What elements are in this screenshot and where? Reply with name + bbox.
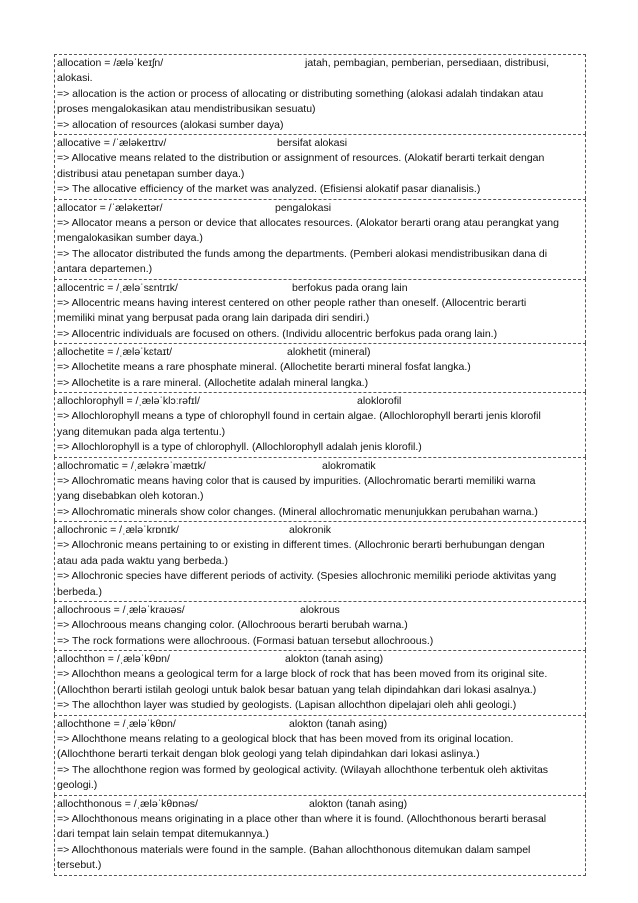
definition-line: => Allochronic species have different periods of activity. (Spesies allochronic memiliki periode aktivitas yang [57, 570, 557, 582]
entry-header [57, 717, 583, 732]
dictionary-entry [54, 650, 586, 715]
definition-line: => Allochroous means changing color. (Allochroous berarti berubah warna.) [57, 619, 408, 631]
definition-line: => Allochthonous means originating in a place other than where it is found. (Allochthonous berarti berasal [57, 812, 547, 825]
dictionary-entry [54, 279, 586, 344]
definition-line: => Allocentric means having interest centered on other people rather than oneself. (Allocentric berarti [57, 296, 527, 309]
definition-line: geologi.) [57, 779, 98, 791]
dictionary-entry [54, 457, 586, 522]
entry-header [57, 603, 583, 618]
definition-line: berbeda.) [57, 585, 102, 598]
dictionary-entry [54, 392, 586, 457]
dictionary-entry [54, 521, 586, 601]
definition-line: => The allocative efficiency of the market was analyzed. (Efisiensi alokatif pasar dianalisis.) [57, 183, 481, 195]
definition-line: alokasi. [57, 72, 93, 84]
definition-line: => The allocator distributed the funds among the departments. (Pemberi alokasi mendistribusikan dana di [57, 247, 548, 260]
headword-pronunciation: allocation = /ælәˈkeɪʃn/ [57, 57, 164, 69]
definition-line: tersebut.) [57, 859, 102, 871]
entry-header [57, 523, 583, 538]
translation: pengalokasi [275, 201, 332, 214]
translation: alokton (tanah asing) [285, 653, 384, 665]
definition-line: yang disebabkan oleh kotoran.) [57, 490, 204, 502]
headword-pronunciation: allochetite = /ˌælәˈkɛtaɪt/ [57, 346, 173, 358]
definition-line: (Allochthon berarti istilah geologi untuk balok besar batuan yang telah dipindahkan dari lokasi asalnya.) [57, 683, 537, 696]
translation: alokton (tanah asing) [309, 797, 408, 810]
definition-line: => Allochlorophyll is a type of chlorophyll. (Allochlorophyll adalah jenis klorofil.) [57, 441, 422, 453]
headword-pronunciation: allocator = /ˈælәkeɪtәr/ [57, 201, 163, 214]
definition-line: => Allochromatic minerals show color changes. (Mineral allochromatic menunjukkan perubahan warna.) [57, 505, 538, 518]
definition-line: => The allochthon layer was studied by geologists. (Lapisan allochthon dipelajari oleh ahli geologi.) [57, 699, 517, 711]
definition-line: => allocation is the action or process of allocating or distributing something (alokasi adalah tindakan atau [57, 87, 544, 100]
entry-header [57, 201, 583, 216]
definition-line: => Allochthonous materials were found in the sample. (Bahan allochthonous ditemukan dalam sampel [57, 843, 531, 856]
definition-line: dari tempat lain selain tempat ditemukannya.) [57, 828, 269, 840]
dictionary-entry [54, 343, 586, 392]
translation: alokromatik [322, 459, 376, 472]
definition-line: (Allochthone berarti terkait dengan blok geologi yang telah dipindahkan dari lokasi aslinya.) [57, 748, 480, 760]
translation: bersifat alokasi [277, 137, 348, 149]
definition-line: => Allochetite is a rare mineral. (Allochetite adalah mineral langka.) [57, 376, 369, 389]
headword-pronunciation: allochromatic = /ˌæləkrəˈmætɪk/ [57, 459, 206, 472]
dictionary-entry [54, 795, 586, 876]
definition-line: => Allocator means a person or device that allocates resources. (Alokator berarti orang atau perangkat yang [57, 216, 559, 229]
entry-header [57, 797, 583, 812]
entry-header [57, 345, 583, 360]
definition-line: => Allocentric individuals are focused on others. (Individu allocentric berfokus pada orang lain.) [57, 327, 498, 340]
dictionary-entry [54, 715, 586, 795]
headword-pronunciation: allochlorophyll = /ˌæləˈklɔːrəfɪl/ [57, 395, 200, 407]
translation: alokrous [300, 604, 340, 616]
translation: alokronik [289, 524, 332, 536]
definition-line: => Allochronic means pertaining to or existing in different times. (Allochronic berarti berhubungan dengan [57, 539, 545, 551]
dictionary-entry [54, 199, 586, 279]
definition-line: proses mengalokasikan atau mendistribusikan sesuatu) [57, 103, 316, 115]
headword-pronunciation: allocative = /ˈælәkeɪtɪv/ [57, 137, 167, 149]
definition-line: => Allochthone means relating to a geological block that has been moved from its original location. [57, 732, 514, 745]
definition-line: => Allochetite means a rare phosphate mineral. (Allochetite berarti mineral fosfat langka.) [57, 361, 471, 373]
dictionary-entry [54, 54, 586, 134]
definition-line: => Allocative means related to the distribution or assignment of resources. (Alokatif berarti terkait dengan [57, 152, 545, 164]
definition-line: => Allochromatic means having color that is caused by impurities. (Allochromatic berarti memiliki warna [57, 474, 536, 487]
headword-pronunciation: allochroous = /ˌæləˈkraʊəs/ [57, 604, 185, 616]
headword-pronunciation: allochthon = /ˌæləˈkθɒn/ [57, 653, 170, 665]
entry-header [57, 394, 583, 409]
definition-line: yang ditemukan pada alga tertentu.) [57, 425, 226, 438]
definition-line: mengalokasikan sumber daya.) [57, 232, 203, 244]
headword-pronunciation: allochronic = /ˌæləˈkrɒnɪk/ [57, 524, 179, 536]
definition-line: antara departemen.) [57, 263, 153, 275]
definition-line: atau ada pada waktu yang berbeda.) [57, 554, 229, 567]
definition-line: => The rock formations were allochroous. (Formasi batuan tersebut allochroous.) [57, 634, 434, 647]
headword-pronunciation: allocentric = /ˌælәˈsɛntrɪk/ [57, 281, 178, 294]
entry-header [57, 459, 583, 474]
definition-line: distribusi atau penetapan sumber daya.) [57, 167, 245, 180]
definition-line: => allocation of resources (alokasi sumber daya) [57, 118, 284, 131]
dictionary-entry [54, 601, 586, 650]
translation: berfokus pada orang lain [292, 281, 408, 294]
entry-header [57, 136, 583, 151]
translation: alokton (tanah asing) [289, 717, 388, 730]
entry-header [57, 281, 583, 296]
headword-pronunciation: allochthone = /ˌæləˈkθɒn/ [57, 717, 176, 730]
dictionary-page [54, 54, 586, 876]
headword-pronunciation: allochthonous = /ˌæləˈkθɒnəs/ [57, 797, 198, 810]
definition-line: => The allochthone region was formed by geological activity. (Wilayah allochthone terbentuk oleh aktivitas [57, 763, 549, 776]
definition-line: memiliki minat yang berpusat pada orang lain daripada diri sendiri.) [57, 312, 370, 324]
definition-line: => Allochthon means a geological term for a large block of rock that has been moved from its original site. [57, 668, 548, 680]
definition-line: => Allochlorophyll means a type of chlorophyll found in certain algae. (Allochlorophyll berarti jenis klorofil [57, 410, 541, 422]
translation: aloklorofil [357, 395, 402, 407]
dictionary-entry [54, 134, 586, 199]
translation: alokhetit (mineral) [287, 346, 371, 358]
translation: jatah, pembagian, pemberian, persediaan, distribusi, [305, 57, 549, 69]
entry-header [57, 56, 583, 71]
entry-header [57, 652, 583, 667]
